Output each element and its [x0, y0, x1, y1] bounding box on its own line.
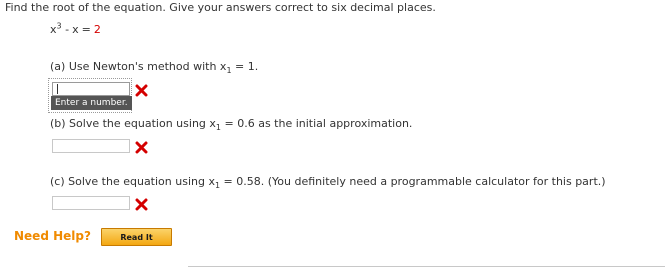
answer-input-b[interactable]: [52, 139, 130, 153]
equation: [50, 23, 101, 36]
incorrect-x-icon: [135, 141, 148, 154]
eq-minus: -: [65, 23, 70, 36]
need-help-label: Need Help?: [14, 229, 91, 243]
eq-x2: x: [72, 23, 79, 36]
divider: [188, 266, 665, 267]
answer-input-c[interactable]: [52, 196, 130, 210]
enter-number-tooltip: Enter a number.: [51, 96, 132, 110]
part-b-label: (b) Solve the equation using $x_1 = 0.6$ as the initial approximation.: [50, 117, 413, 133]
eq-value: 2: [93, 23, 101, 36]
eq-x: x: [50, 23, 57, 36]
question-prompt: Find the root of the equation. Give your answers correct to six decimal places.: [5, 1, 436, 14]
answer-input-a[interactable]: [52, 82, 130, 96]
read-it-button[interactable]: Read It: [101, 228, 172, 246]
eq-equals: =: [81, 23, 91, 36]
incorrect-x-icon: [135, 84, 148, 97]
incorrect-x-icon: [135, 198, 148, 211]
eq-exponent: 3: [56, 21, 62, 31]
part-a-label: (a) Use Newton's method with $x_1 = 1$.: [50, 60, 259, 76]
text-caret: [57, 84, 58, 94]
part-c-label: (c) Solve the equation using $x_1 = 0.58$. (You definitely need a programmable calculator for this part.): [50, 175, 606, 191]
